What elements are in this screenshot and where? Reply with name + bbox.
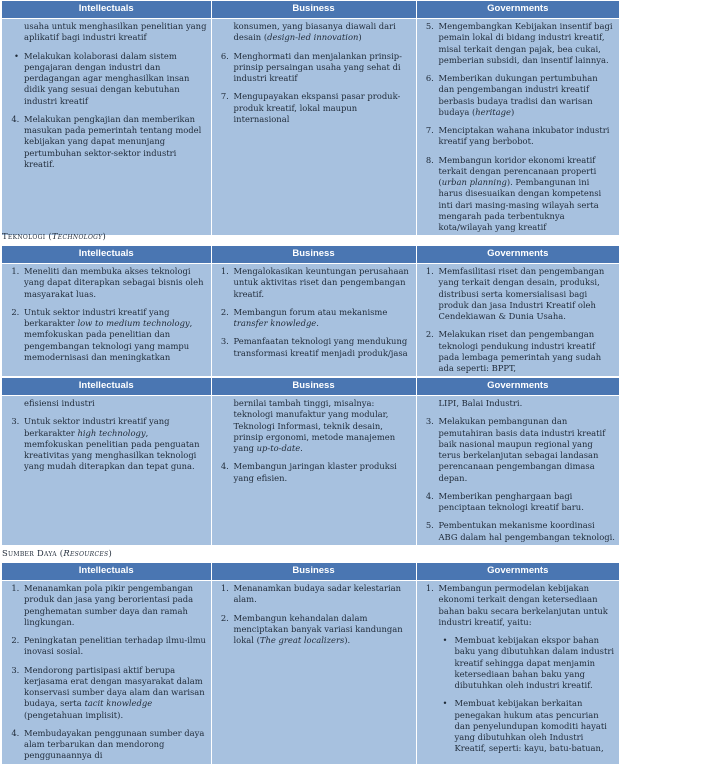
list-item: 5. Mengembangkan Kebijakan insentif bagi pemain lokal di bidang industri kreatif, misal terkait dengan pajak, bea cukai, pemberian subsidi, dan insentif lainnya.	[437, 21, 616, 66]
list-item: 7. Mengupayakan ekspansi pasar produk-produk kreatif, lokal maupun internasional	[232, 91, 412, 125]
continued-text: konsumen, yang biasanya diawali dari desain (design-led innovation)	[233, 21, 396, 43]
list-item: 3. Pemanfaatan teknologi yang mendukung transformasi kreatif menjadi produk/jasa	[232, 336, 412, 359]
continued-text: usaha untuk menghasilkan penelitian yang aplikatif bagi industri kreatif	[24, 21, 207, 43]
header-intellectuals: Intellectuals	[2, 378, 211, 396]
intellectuals-cell	[2, 581, 211, 764]
table-technology-continued	[2, 378, 619, 545]
governments-cell	[416, 396, 619, 545]
list-item: • Membuat kebijakan berkaitan penegakan hukum atas pencurian dan penyelundupan komoditi hayati yang dibutuhkan oleh Industri Kreatif, seperti: kayu, batu-batuan,	[453, 698, 616, 754]
list-item: 4. Membangun jaringan klaster produksi yang efisien.	[232, 461, 412, 484]
header-intellectuals: Intellectuals	[2, 246, 211, 264]
business-cell	[211, 19, 416, 236]
header-governments: Governments	[416, 563, 619, 581]
list-item: 1. Menanamkan pola pikir pengembangan produk dan jasa yang berorientasi pada penghematan sumber daya dan ramah lingkungan.	[22, 583, 207, 628]
list-item: 6. Menghormati dan menjalankan prinsip-prinsip persaingan usaha yang sehat di industri kreatif	[232, 51, 412, 85]
list-item: 2. Membangun forum atau mekanisme transfer knowledge.	[232, 307, 412, 330]
header-intellectuals: Intellectuals	[2, 563, 211, 581]
header-governments: Governments	[416, 1, 619, 19]
list-item: 1. Meneliti dan membuka akses teknologi yang dapat diterapkan sebagai bisnis oleh masyarakat luas.	[22, 266, 207, 300]
governments-cell	[416, 19, 619, 236]
list-item: 3. Untuk sektor industri kreatif yang berkarakter high technology, memfokuskan penelitian pada penguatan kreativitas yang menghasilkan teknologi yang mudah diterapkan dan tepat guna.	[22, 416, 207, 472]
list-item: 8. Membangun koridor ekonomi kreatif terkait dengan perencanaan properti (urban planning). Pembangunan ini harus disesuaikan dengan kompetensi inti dari masing-masing wilayah serta mengarah pada terbentuknya kota/wilayah yang kreatif	[437, 155, 616, 234]
header-business: Business	[211, 563, 416, 581]
table-resources	[2, 563, 619, 764]
table-technology	[2, 246, 619, 376]
business-cell	[211, 396, 416, 545]
section-heading-resources: Sumber Daya (Resources)	[2, 548, 113, 558]
header-business: Business	[211, 378, 416, 396]
continued-text: LIPI, Balai Industri.	[438, 398, 523, 408]
header-governments: Governments	[416, 246, 619, 264]
list-item: 5. Pembentukan mekanisme koordinasi ABG dalam hal pengembangan teknologi.	[437, 520, 616, 543]
list-item: 6. Memberikan dukungan pertumbuhan dan pengembangan industri kreatif berbasis budaya tradisi dan warisan budaya (heritage)	[437, 73, 616, 118]
governments-cell	[416, 581, 619, 764]
list-item: 7. Menciptakan wahana inkubator industri kreatif yang berbobot.	[437, 125, 616, 148]
business-cell	[211, 264, 416, 377]
list-item: • Melakukan kolaborasi dalam sistem pengajaran dengan industri dan perdagangan agar menghasilkan insan didik yang sesuai dengan kebutuhan industri kreatif	[24, 51, 207, 107]
list-item: 1. Memfasilitasi riset dan pengembangan yang terkait dengan desain, produksi, distribusi serta komersialisasi bagi produk dan jasa Industri Kreatif oleh Cendekiawan & Dunia Usaha.	[437, 266, 616, 322]
governments-cell	[416, 264, 619, 377]
list-item: 4. Membudayakan penggunaan sumber daya alam terbarukan dan mendorong penggunaannya di	[22, 728, 207, 762]
intellectuals-cell	[2, 396, 211, 545]
section-heading-technology: Teknologi (Technology)	[2, 231, 107, 241]
continued-text: efisiensi industri	[24, 398, 95, 408]
business-cell	[211, 581, 416, 764]
list-item: 2. Membangun kehandalan dalam menciptakan banyak variasi kandungan lokal (The great localizers).	[232, 613, 412, 647]
list-item: 4. Melakukan pengkajian dan memberikan masukan pada pemerintah tentang model kebijakan yang dapat menunjang pertumbuhan sektor-sektor industri kreatif.	[22, 114, 207, 170]
list-item: 2. Peningkatan penelitian terhadap ilmu-ilmu inovasi sosial.	[22, 635, 207, 658]
list-item: 4. Memberikan penghargaan bagi penciptaan teknologi kreatif baru.	[437, 491, 616, 514]
list-item: 1. Mengalokasikan keuntungan perusahaan untuk aktivitas riset dan pengembangan kreatif.	[232, 266, 412, 300]
list-item: 1. Menanamkan budaya sadar kelestarian alam.	[232, 583, 412, 606]
list-item: 3. Melakukan pembangunan dan pemutahiran basis data industri kreatif baik nasional maupun regional yang terus berkelanjutan sebagai landasan perencanaan pengembangan dimasa depan.	[437, 416, 616, 484]
continued-text: bernilai tambah tinggi, misalnya: teknologi manufaktur yang modular, Teknologi Informasi, teknik desain, prinsip ergonomi, metode manajemen yang up-to-date.	[233, 398, 396, 453]
list-item: 2. Melakukan riset dan pengembangan teknologi pendukung industri kreatif pada lembaga pemerintah yang sudah ada seperti: BPPT,	[437, 329, 616, 374]
header-intellectuals: Intellectuals	[2, 1, 211, 19]
list-item: • Membuat kebijakan ekspor bahan baku yang dibutuhkan dalam industri kreatif sehingga dapat menjamin ketersediaan bahan baku yang dibutuhkan oleh industri kreatif.	[453, 635, 616, 691]
list-item: 1. Membangun permodelan kebijakan ekonomi terkait dengan ketersediaan bahan baku secara berkelanjutan untuk industri kreatif, yaitu: • Membuat kebijakan ekspor bahan baku yang dibutuhkan dalam industri kreatif sehingga dapat menjamin ketersediaan bahan baku yang dibutuhkan oleh industri kreatif. • Membuat kebijakan berkaitan penegakan hukum atas pencurian dan penyelundupan komoditi hayati yang dibutuhkan oleh Industri Kreatif, seperti: kayu, batu-batuan,	[437, 583, 616, 755]
list-item: 3. Mendorong partisipasi aktif berupa kerjasama erat dengan masyarakat dalam konservasi sumber daya alam dan warisan budaya, serta tacit knowledge (pengetahuan implisit).	[22, 665, 207, 721]
list-item: 2. Untuk sektor industri kreatif yang berkarakter low to medium technology, memfokuskan pada penelitian dan pengembangan teknologi yang mampu memodernisasi dan meningkatkan	[22, 307, 207, 363]
header-business: Business	[211, 1, 416, 19]
header-business: Business	[211, 246, 416, 264]
table-creativity-continued	[2, 1, 619, 235]
header-governments: Governments	[416, 378, 619, 396]
intellectuals-cell	[2, 19, 211, 236]
intellectuals-cell	[2, 264, 211, 377]
